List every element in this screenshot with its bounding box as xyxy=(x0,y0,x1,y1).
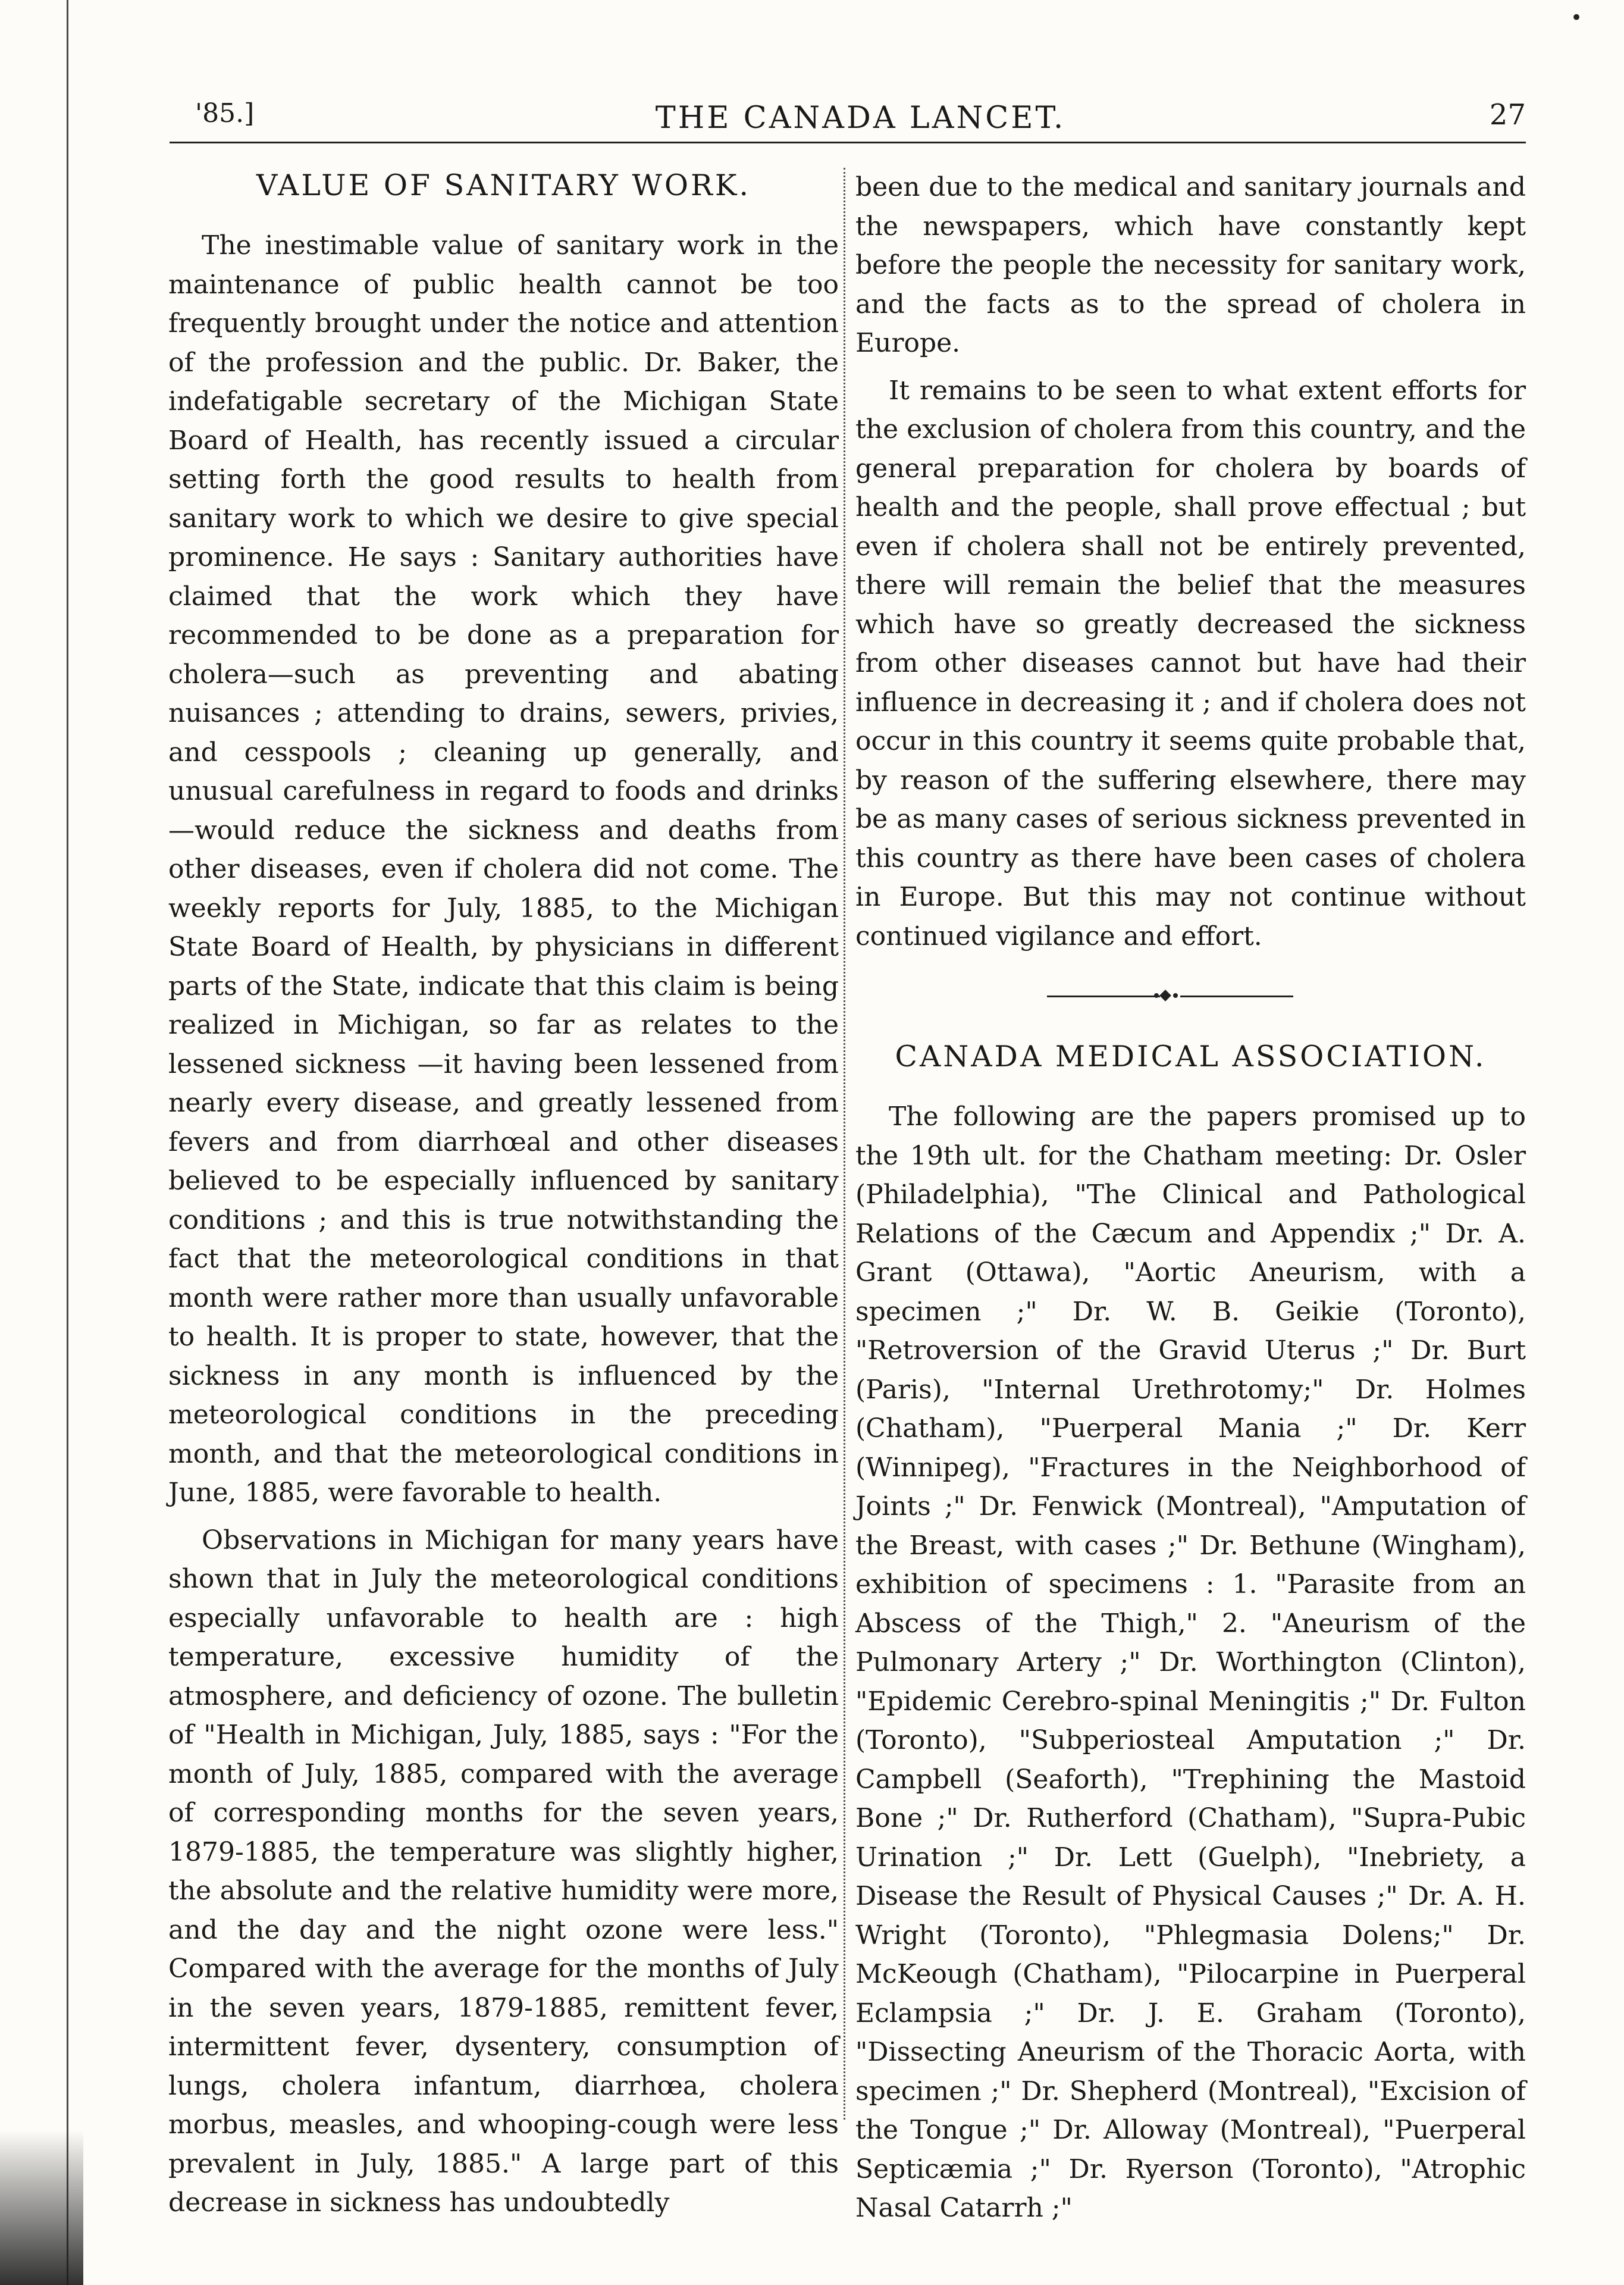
article-paragraph-continued: been due to the medical and sanitary journals and the newspapers, which have constantly kept before the people the necessity for sanitary work, and the facts as to the spread of cholera in Europe. xyxy=(855,172,1526,358)
article-title: VALUE OF SANITARY WORK. xyxy=(256,168,751,202)
article-paragraph: Observations in Michigan for many years have shown that in July the meteorological conditions especially unfavorable to health are : high temperature, excessive humidity of the atmosphere, and deficiency of ozone. The bulletin of "Health in Michigan, July, 1885, says : "For the month of July, 1885, compared with the average of corresponding months for the seven years, 1879-1885, the temperature was slightly higher, the absolute and the relative humidity were more, and the day and the night ozone were less." Compared with the average for the months of July in the seven years, 1879-1885, remittent fever, intermittent fever, dysentery, consumption of lungs, cholera infantum, diarrhœa, cholera morbus, measles, and whooping-cough were less prevalent in July, 1885." A large part of this decrease in sickness has undoubtedly xyxy=(168,1525,839,2218)
column-divider xyxy=(844,168,847,2120)
ink-speck: • xyxy=(1570,6,1582,30)
header-year: '85.] xyxy=(195,98,255,129)
binding-edge xyxy=(0,0,71,2285)
section-paragraph: The following are the papers promised up to the 19th ult. for the Chatham meeting: Dr. Osler (Philadelphia), "The Clinical and Pathological Relations of the Cæcum and Appendix ;" Dr. A. Grant (Ottawa), "Aortic Aneurism, with a specimen ;" Dr. W. B. Geikie (Toronto), "Retroversion of the Gravid Uterus ;" Dr. Burt (Paris), "Internal Urethrotomy;" Dr. Holmes (Chatham), "Puerperal Mania ;" Dr. Kerr (Winnipeg), "Fractures in the Neighborhood of Joints ;" Dr. Fenwick (Montreal), "Amputation of the Breast, with cases ;" Dr. Bethune (Wingham), exhibition of specimens : 1. "Parasite from an Abscess of the Thigh," 2. "Aneurism of the Pulmonary Artery ;" Dr. Worthington (Clinton), "Epidemic Cerebro-spinal Meningitis ;" Dr. Fulton (Toronto), "Subperiosteal Amputation ;" Dr. Campbell (Seaforth), "Trephining the Mastoid Bone ;" Dr. Rutherford (Chatham), "Supra-Pubic Urination ;" Dr. Lett (Guelph), "Inebriety, a Disease the Result of Physical Causes ;" Dr. A. H. Wright (Toronto), "Phlegmasia Dolens;" Dr. McKeough (Chatham), "Pilocarpine in Puerperal Eclampsia ;" Dr. J. E. Graham (Toronto), "Dissecting Aneurism of the Thoracic Aorta, with specimen ;" Dr. Shepherd (Montreal), "Excision of the Tongue ;" Dr. Alloway (Montreal), "Puerperal Septicæmia ;" Dr. Ryerson (Toronto), "Atrophic Nasal Catarrh ;" xyxy=(855,1101,1526,2223)
running-header xyxy=(195,98,1526,140)
right-column xyxy=(855,168,1526,2228)
binding-shadow xyxy=(0,2130,83,2285)
article-paragraph: It remains to be seen to what extent efforts for the exclusion of cholera from this country, and the general preparation for cholera by boards of health and the people, shall prove effectual ; but even if cholera shall not be entirely prevented, there will remain the belief that the measures which have so greatly decreased the sickness from other diseases cannot but have had their influence in decreasing it ; and if cholera does not occur in this country it seems quite probable that, by reason of the suffering elsewhere, there may be as many cases of serious sickness prevented in this country as there have been cases of cholera in Europe. But this may not continue without continued vigilance and effort. xyxy=(855,375,1526,951)
binding-edge-line xyxy=(67,0,68,2285)
journal-title: THE CANADA LANCET. xyxy=(655,101,1066,136)
left-column xyxy=(168,168,839,2223)
section-title: CANADA MEDICAL ASSOCIATION. xyxy=(895,1040,1487,1073)
header-rule xyxy=(170,142,1526,143)
article-paragraph: The inestimable value of sanitary work in the maintenance of public health cannot be too frequently brought under the notice and attention of the profession and the public. Dr. Baker, the indefatigable secretary of the Michigan State Board of Health, has recently issued a circular setting forth the good results to health from sanitary work to which we desire to give special prominence. He says : Sanitary authorities have claimed that the work which they have recommended to be done as a preparation for cholera—such as preventing and abating nuisances ; attending to drains, sewers, privies, and cesspools ; cleaning up generally, and unusual carefulness in regard to foods and drinks —would reduce the sickness and deaths from other diseases, even if cholera did not come. The weekly reports for July, 1885, to the Michigan State Board of Health, by physicians in different parts of the State, indicate that this claim is being realized in Michigan, so far as relates to the lessened sickness —it having been lessened from nearly every disease, and greatly lessened from fevers and from diarrhœal and other diseases believed to be especially influenced by sanitary conditions ; and this is true notwithstanding the fact that the meteorological conditions in that month were rather more than usually unfavorable to health. It is proper to state, however, that the sickness in any month is influenced by the meteorological conditions in the preceding month, and that the meteorological conditions in June, 1885, were favorable to health. xyxy=(168,230,839,1508)
section-ornament xyxy=(855,976,1526,1018)
page-number: 27 xyxy=(1489,98,1526,132)
